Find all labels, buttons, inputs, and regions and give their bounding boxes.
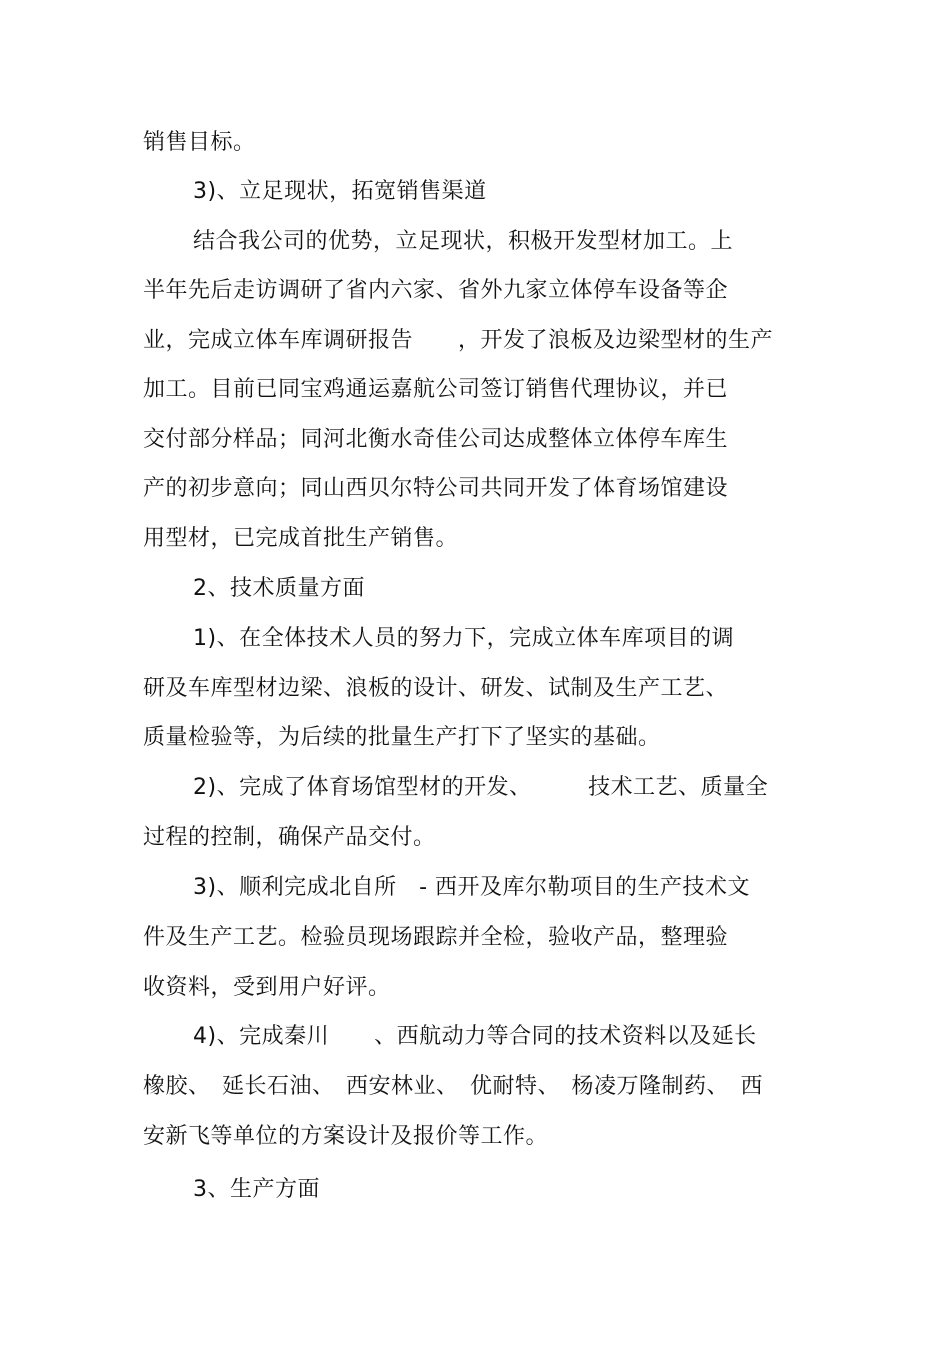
- text-line: 件及生产工艺。检验员现场跟踪并全检，验收产品，整理验: [143, 925, 729, 950]
- text-line: 研及车库型材边梁、浪板的设计、研发、试制及生产工艺、: [143, 676, 729, 701]
- text-line: 橡胶、 延长石油、 西安林业、 优耐特、 杨凌万隆制药、 西: [143, 1074, 764, 1099]
- text-line: 交付部分样品；同河北衡水奇佳公司达成整体立体停车库生: [143, 427, 729, 452]
- text-line: 产的初步意向；同山西贝尔特公司共同开发了体育场馆建设: [143, 476, 729, 501]
- text-line: 业，完成立体车库调研报告 ，开发了浪板及边梁型材的生产: [143, 328, 774, 353]
- text-line: 结合我公司的优势，立足现状，积极开发型材加工。上: [193, 229, 734, 254]
- text-line: 质量检验等，为后续的批量生产打下了坚实的基础。: [143, 725, 661, 750]
- text-line: 1)、在全体技术人员的努力下，完成立体车库项目的调: [193, 626, 735, 651]
- text-line: 半年先后走访调研了省内六家、省外九家立体停车设备等企: [143, 278, 729, 303]
- section-heading: 3、生产方面: [193, 1177, 320, 1202]
- text-line: 4)、完成秦川 、西航动力等合同的技术资料以及延长: [193, 1024, 757, 1049]
- section-heading: 2、技术质量方面: [193, 576, 365, 601]
- text-line: 安新飞等单位的方案设计及报价等工作。: [143, 1124, 549, 1149]
- text-line: 加工。目前已同宝鸡通运嘉航公司签订销售代理协议，并已: [143, 377, 729, 402]
- text-line: 过程的控制，确保产品交付。: [143, 825, 436, 850]
- section-heading: 3)、立足现状，拓宽销售渠道: [193, 179, 487, 204]
- text-line: 用型材，已完成首批生产销售。: [143, 526, 459, 551]
- text-line: 收资料，受到用户好评。: [143, 975, 391, 1000]
- text-line: 销售目标。: [143, 130, 256, 155]
- text-line: 3)、顺利完成北自所 - 西开及库尔勒项目的生产技术文: [193, 875, 751, 900]
- text-line: 2)、完成了体育场馆型材的开发、 技术工艺、质量全: [193, 775, 769, 800]
